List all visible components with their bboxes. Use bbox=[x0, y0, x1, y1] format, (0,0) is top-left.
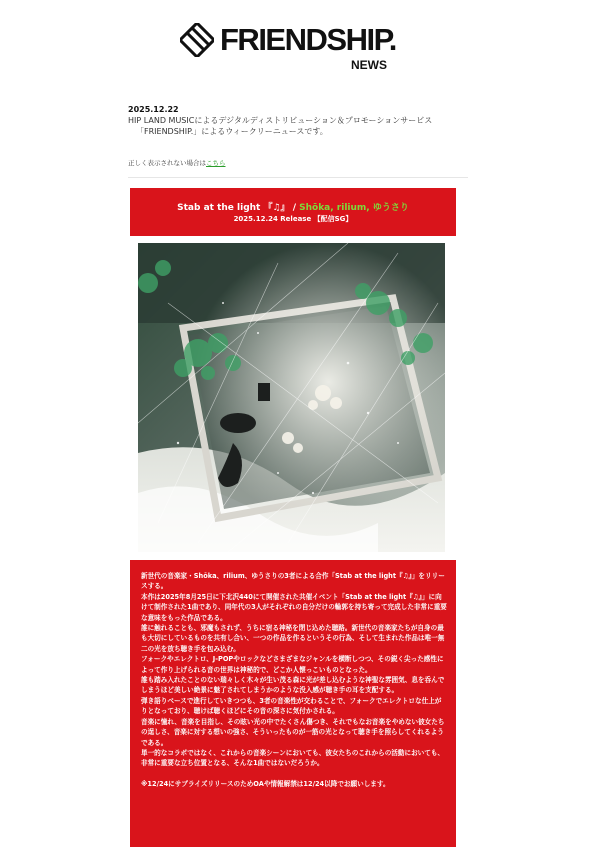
body-paragraph: 弾き語りベースで進行していきつつも、3者の音楽性が交わることで、フォークでエレクトロな仕上がりとなっており、聴けば聴くほどにその音の深さに気付かされる。 bbox=[141, 696, 442, 716]
news-label: NEWS bbox=[351, 58, 387, 72]
intro-line-2: 「FRIENDSHIP.」によるウィークリーニュースです。 bbox=[136, 127, 328, 136]
issue-date: 2025.12.22 bbox=[128, 105, 179, 114]
divider bbox=[128, 177, 468, 178]
release-title-block bbox=[130, 188, 456, 236]
body-paragraph: フォークやエレクトロ、J-POPやロックなどさまざまなジャンルを横断しつつ、その鋭く尖った感性によって作り上げられる音の世界は神秘的で、どこか人懐っこいものとなった。 bbox=[141, 655, 444, 674]
friendship-logo-icon bbox=[180, 23, 214, 57]
release-description bbox=[141, 571, 447, 789]
body-paragraph: 本作は2025年8月25日に下北沢440にて開催された共催イベント「Stab at the light『♫』」に向けて制作された1曲であり、同年代の3人がそれぞれの自分だけの輪郭を持ち寄って完成した非常に重要な意味をもった作品である。 bbox=[141, 592, 447, 622]
artwork-image bbox=[138, 243, 445, 552]
body-paragraph: 誰も踏み入れたことのない瑞々しく木々が生い茂る森に光が差し込むような神聖な雰囲気、息を呑んでしまうほど美しい絶景に魅了されてしまうかのような没入感が聴き手の耳を支配する。 bbox=[141, 676, 445, 695]
release-date: 2025.12.24 Release 【配信SG】 bbox=[233, 215, 353, 223]
intro-line-1: HIP LAND MUSICによるデジタルディストリビューション＆プロモーションサービス bbox=[128, 116, 433, 125]
release-title-line bbox=[130, 202, 456, 214]
intro bbox=[128, 104, 488, 137]
header-logo[interactable] bbox=[180, 20, 420, 75]
release-artists: Shōka, rilium, ゆうさり bbox=[299, 203, 409, 213]
body-paragraph: 新世代の音楽家・Shōka、rilium、ゆうさりの3者による合作「Stab at the light『♫』」をリリースする。 bbox=[141, 572, 445, 591]
notice-text: 正しく表示されない場合は bbox=[128, 159, 206, 167]
body-footnote: ※12/24にサプライズリリースのためOAや情報解禁は12/24以降でお願いします。 bbox=[141, 779, 390, 788]
notice-link[interactable]: こちら bbox=[206, 159, 226, 167]
body-paragraph: 単一的なコラボではなく、これからの音楽シーンにおいても、彼女たちのこれからの活動においても、非常に重要な立ち位置となる、そんな1曲ではないだろうか。 bbox=[141, 748, 445, 768]
body-paragraph: 音楽に憧れ、音楽を目指し、その眩い光の中でたくさん傷つき、それでもなお音楽をやめない彼女たちの逞しさ、音楽に対する想いの強さ、そういったものが一筋の光となって聴き手を照らしてくれるようである。 bbox=[141, 717, 445, 747]
logo-wordmark: FRIENDSHIP. bbox=[220, 22, 396, 57]
body-paragraph: 誰に触れることも、邪魔もされず、うちに宿る神秘を閉じ込めた聴路。新世代の音楽家たちが自身の最も大切にしているものを共有し合い、一つの作品を作るというその行為、そして生まれた作品は唯一無二の光を放ち聴き手を包み込む。 bbox=[141, 624, 445, 653]
display-notice bbox=[128, 158, 226, 167]
release-artwork bbox=[138, 243, 445, 552]
title-separator: / bbox=[289, 203, 300, 213]
release-title: Stab at the light 『♫』 bbox=[177, 203, 290, 213]
release-description-block bbox=[130, 560, 456, 847]
